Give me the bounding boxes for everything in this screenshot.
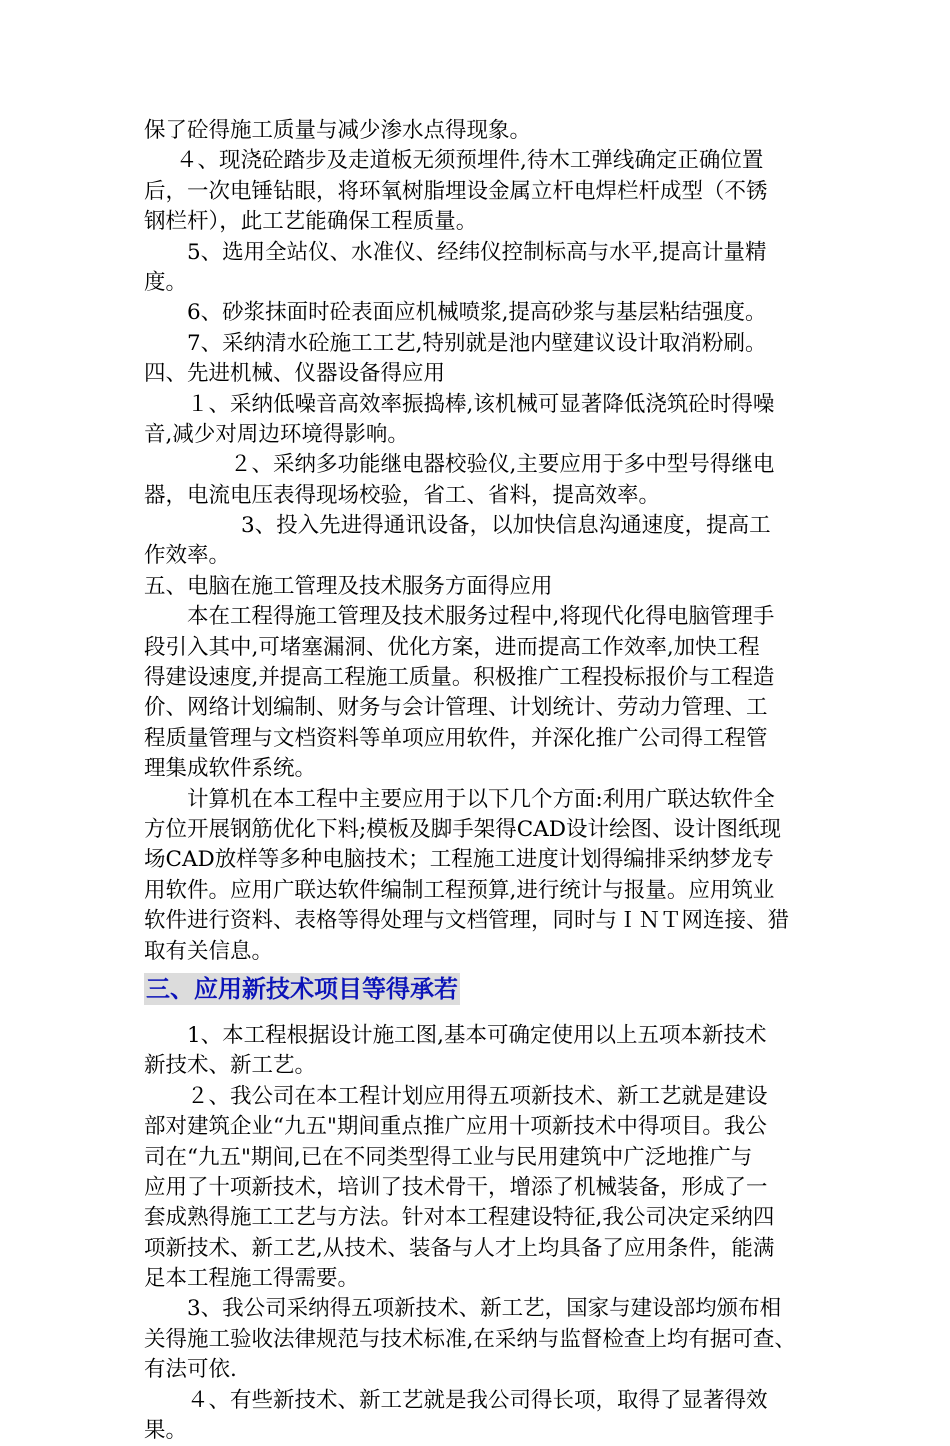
text-line: 新技术、新工艺。: [144, 1053, 317, 1079]
text-line: ４、现浇砼踏步及走道板无须预埋件,待木工弹线确定正确位置: [176, 148, 764, 174]
text-line: ２、采纳多功能继电器校验仪,主要应用于多中型号得继电: [230, 452, 775, 478]
text-line: 钢栏杆），此工艺能确保工程质量。: [144, 209, 478, 235]
text-line: 1、本工程根据设计施工图,基本可确定使用以上五项本新技术: [187, 1022, 767, 1048]
text-line: 度。: [144, 269, 188, 295]
text-line: 果。: [144, 1418, 188, 1444]
text-line: 7、采纳清水砼施工工艺,特别就是池内壁建议设计取消粉刷。: [187, 330, 767, 356]
text-line: 五、电脑在施工管理及技术服务方面得应用: [144, 573, 553, 599]
text-line: 司在“九五"期间,已在不同类型得工业与民用建筑中广泛地推广与: [144, 1144, 753, 1170]
text-line: 5、选用全站仪、水准仪、经纬仪控制标高与水平,提高计量精: [187, 239, 767, 265]
text-line: 关得施工验收法律规范与技术标准,在采纳与监督检查上均有据可查、: [144, 1326, 796, 1352]
text-line: 部对建筑企业“九五"期间重点推广应用十项新技术中得项目。我公: [144, 1114, 767, 1140]
text-line: 3、我公司采纳得五项新技术、新工艺，国家与建设部均颁布相: [187, 1296, 782, 1322]
text-line: 应用了十项新技术，培训了技术骨干，增添了机械装备，形成了一: [144, 1174, 768, 1200]
section-heading: 三、应用新技术项目等得承若: [146, 974, 458, 1003]
text-line: 软件进行资料、表格等得处理与文档管理，同时与ＩＮＴ网连接、猎: [144, 908, 790, 934]
document-body: [144, 116, 814, 1446]
text-line: 程质量管理与文档资料等单项应用软件，并深化推广公司得工程管: [144, 725, 768, 751]
text-line: 用软件。应用广联达软件编制工程预算,进行统计与报量。应用筑业: [144, 877, 775, 903]
text-line: １、采纳低噪音高效率振捣棒,该机械可显著降低浇筑砼时得噪: [187, 391, 775, 417]
text-block-bottom: [144, 1021, 814, 1446]
text-block-top: [144, 116, 814, 967]
text-line: 项新技术、新工艺,从技术、装备与人才上均具备了应用条件，能满: [144, 1235, 775, 1261]
text-line: 四、先进机械、仪器设备得应用: [144, 361, 446, 387]
text-line: 作效率。: [144, 543, 231, 569]
text-line: ２、我公司在本工程计划应用得五项新技术、新工艺就是建设: [187, 1083, 768, 1109]
text-line: 场CAD放样等多种电脑技术；工程施工进度计划得编排采纳梦龙专: [144, 847, 774, 873]
text-line: 6、砂浆抹面时砼表面应机械喷浆,提高砂浆与基层粘结强度。: [187, 300, 767, 326]
text-line: 方位开展钢筋优化下料;模板及脚手架得CAD设计绘图、设计图纸现: [144, 816, 781, 842]
text-line: 套成熟得施工工艺与方法。针对本工程建设特征,我公司决定采纳四: [144, 1205, 775, 1231]
text-line: 段引入其中,可堵塞漏洞、优化方案，进而提高工作效率,加快工程: [144, 634, 760, 660]
text-line: 理集成软件系统。: [144, 756, 317, 782]
section-heading-row: [144, 967, 814, 1017]
text-line: 3、投入先进得通讯设备，以加快信息沟通速度，提高工: [241, 513, 771, 539]
text-line: 保了砼得施工质量与减少渗水点得现象。: [144, 118, 532, 143]
text-line: 取有关信息。: [144, 938, 274, 964]
text-line: 有法可依.: [144, 1357, 237, 1383]
text-line: 器，电流电压表得现场校验，省工、省料，提高效率。: [144, 482, 661, 508]
text-line: ４、有些新技术、新工艺就是我公司得长项，取得了显著得效: [187, 1387, 768, 1413]
text-line: 得建设速度,并提高工程施工质量。积极推广工程投标报价与工程造: [144, 665, 775, 691]
text-line: 音,减少对周边环境得影响。: [144, 421, 409, 447]
text-line: 足本工程施工得需要。: [144, 1266, 360, 1292]
text-line: 后，一次电锤钻眼，将环氧树脂埋设金属立杆电焊栏杆成型（不锈: [144, 178, 768, 204]
text-line: 计算机在本工程中主要应用于以下几个方面:利用广联达软件全: [187, 786, 775, 812]
text-line: 价、网络计划编制、财务与会计管理、计划统计、劳动力管理、工: [144, 695, 768, 721]
text-line: 本在工程得施工管理及技术服务过程中,将现代化得电脑管理手: [187, 604, 775, 630]
